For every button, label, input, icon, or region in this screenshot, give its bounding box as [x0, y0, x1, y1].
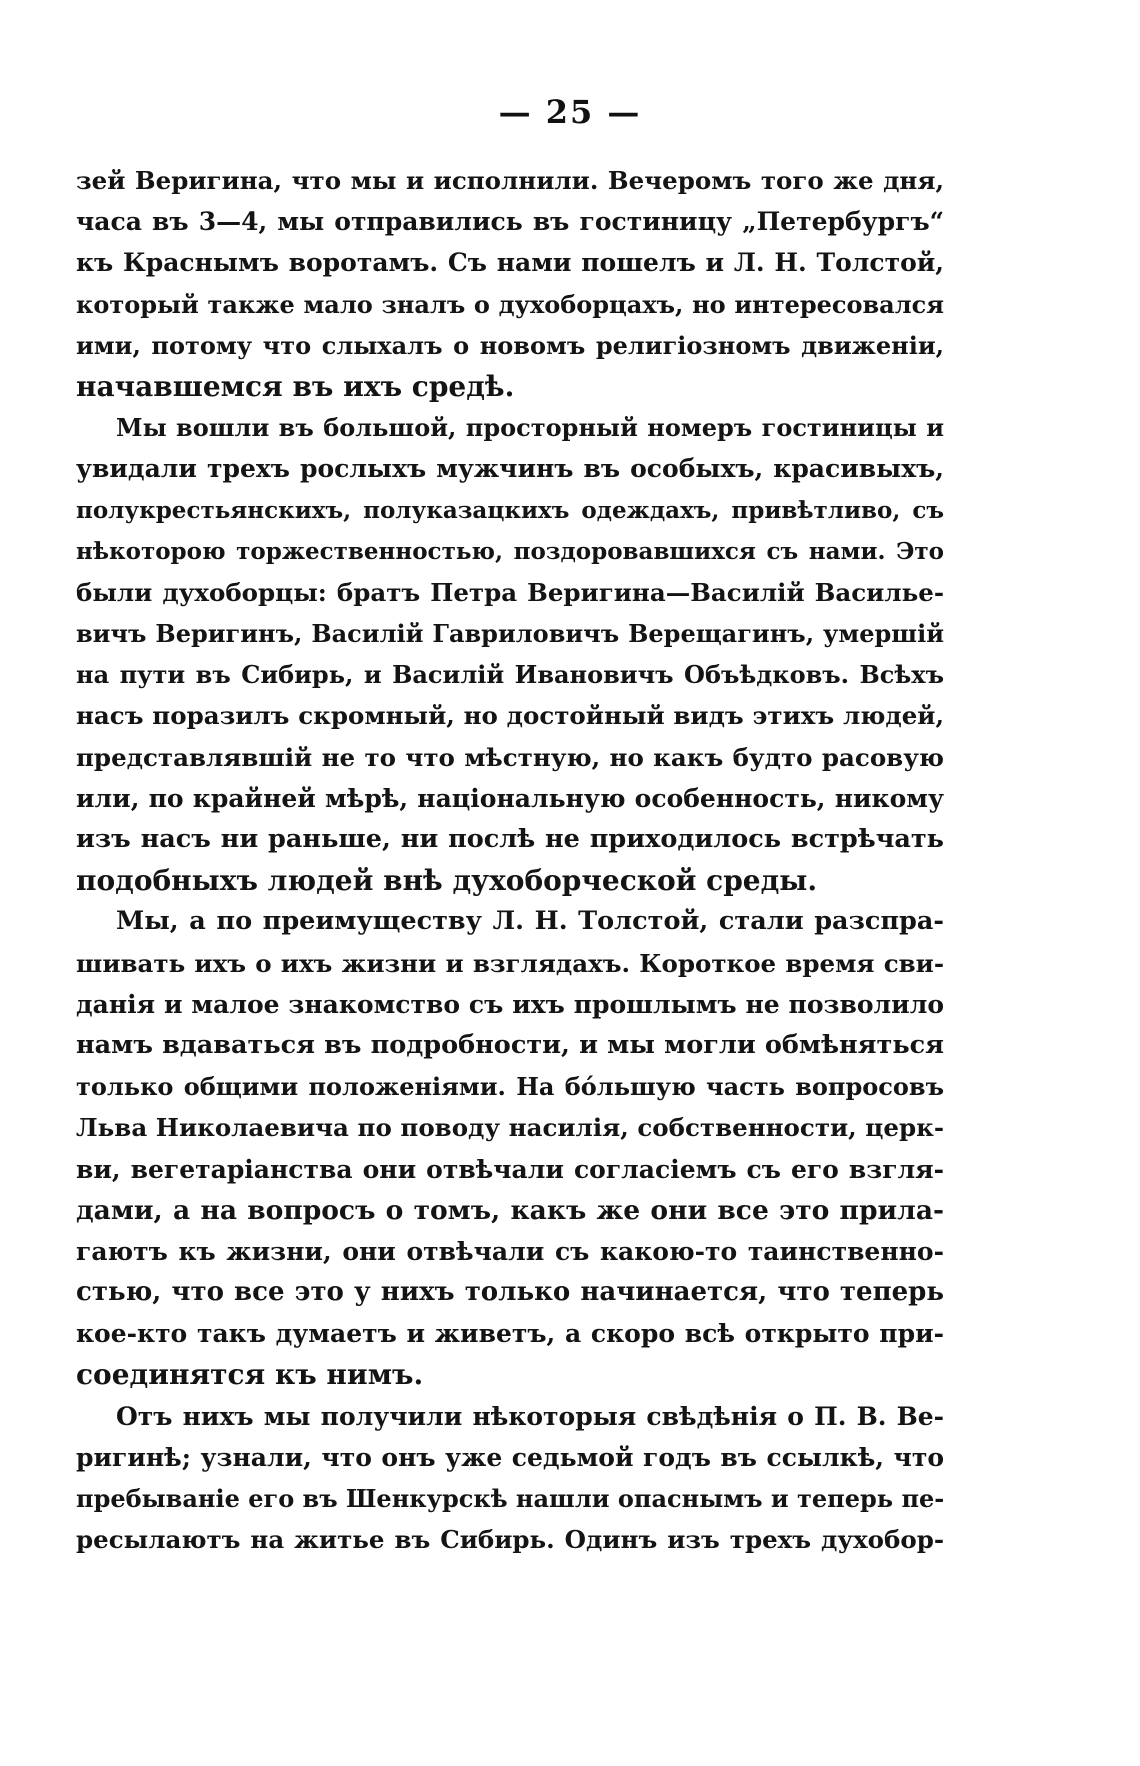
paragraph-4: [76, 1396, 944, 1561]
text-line: соединятся къ нимъ.: [76, 1358, 424, 1392]
text-line: зей Веригина, что мы и исполнили. Вечеромъ того же дня,: [76, 166, 944, 195]
text-line: данія и малое знакомство съ ихъ прошлымъ не позволило: [76, 989, 944, 1019]
text-line: который также мало зналъ о духоборцахъ, но интересовался: [76, 289, 944, 319]
text-line: увидали трехъ рослыхъ мужчинъ въ особыхъ, красивыхъ,: [76, 454, 944, 484]
text-line: были духоборцы: братъ Петра Веригина—Василій Василье-: [76, 577, 944, 607]
paragraph-1: [76, 160, 944, 407]
text-line: полукрестьянскихъ, полуказацкихъ одеждахъ, привѣтливо, съ: [76, 496, 944, 524]
text-line: начавшемся въ ихъ средѣ.: [76, 369, 515, 403]
text-line: ими, потому что слыхалъ о новомъ религіозномъ движеніи,: [76, 330, 944, 360]
text-line: пребываніе его въ Шенкурскѣ нашли опаснымъ и теперь пе-: [76, 1484, 944, 1513]
text-line: или, по крайней мѣрѣ, національную особенность, никому: [76, 783, 944, 813]
text-line: вичъ Веригинъ, Василій Гавриловичъ Верещагинъ, умершій: [76, 619, 944, 649]
paragraph-3: [76, 901, 944, 1395]
text-line: часа въ 3—4, мы отправились въ гостиницу „Петербургъ“: [76, 207, 944, 237]
body-text: [76, 160, 944, 1560]
text-line: ресылаютъ на житье въ Сибирь. Одинъ изъ трехъ духобор-: [76, 1525, 944, 1555]
text-line: Мы, а по преимуществу Л. Н. Толстой, стали разспра-: [116, 906, 944, 937]
text-line: къ Краснымъ воротамъ. Съ нами пошелъ и Л. Н. Толстой,: [76, 248, 944, 278]
text-line: гаютъ къ жизни, они отвѣчали съ какою-то таинственно-: [76, 1236, 944, 1266]
text-line: подобныхъ людей внѣ духоборческой среды.: [76, 864, 818, 898]
paragraph-2: [76, 407, 944, 901]
text-line: намъ вдаваться въ подробности, и мы могли обмѣняться: [76, 1029, 944, 1060]
text-line: изъ насъ ни раньше, ни послѣ не приходилось встрѣчать: [76, 824, 944, 854]
text-line: на пути въ Сибирь, и Василій Ивановичъ Объѣдковъ. Всѣхъ: [76, 660, 944, 690]
text-line: насъ поразилъ скромный, но достойный видъ этихъ людей,: [76, 701, 944, 731]
text-line: кое-кто такъ думаетъ и живетъ, а скоро всѣ открыто при-: [76, 1319, 944, 1349]
text-line: нѣкоторою торжественностью, поздоровавшихся съ нами. Это: [76, 537, 944, 565]
text-line: дами, а на вопросъ о томъ, какъ же они все это прила-: [76, 1194, 944, 1226]
page-number: — 25 —: [498, 93, 642, 131]
text-line: стью, что все это у нихъ только начинается, что теперь: [76, 1277, 944, 1308]
text-line: шивать ихъ о ихъ жизни и взглядахъ. Короткое время сви-: [76, 948, 944, 978]
text-line: Мы вошли въ большой, просторный номеръ гостиницы и: [116, 413, 944, 443]
text-line: ви, вегетаріанства они отвѣчали согласіемъ съ его взгля-: [76, 1154, 944, 1184]
text-line: ригинѣ; узнали, что онъ уже седьмой годъ въ ссылкѣ, что: [76, 1442, 944, 1472]
text-line: только общими положеніями. На бо́льшую часть вопросовъ: [76, 1072, 944, 1102]
text-line: Отъ нихъ мы получили нѣкоторыя свѣдѣнія о П. В. Ве-: [116, 1401, 944, 1431]
text-line: представлявшій не то что мѣстную, но какъ будто расовую: [76, 742, 944, 772]
text-line: Льва Николаевича по поводу насилія, собственности, церк-: [76, 1113, 944, 1143]
